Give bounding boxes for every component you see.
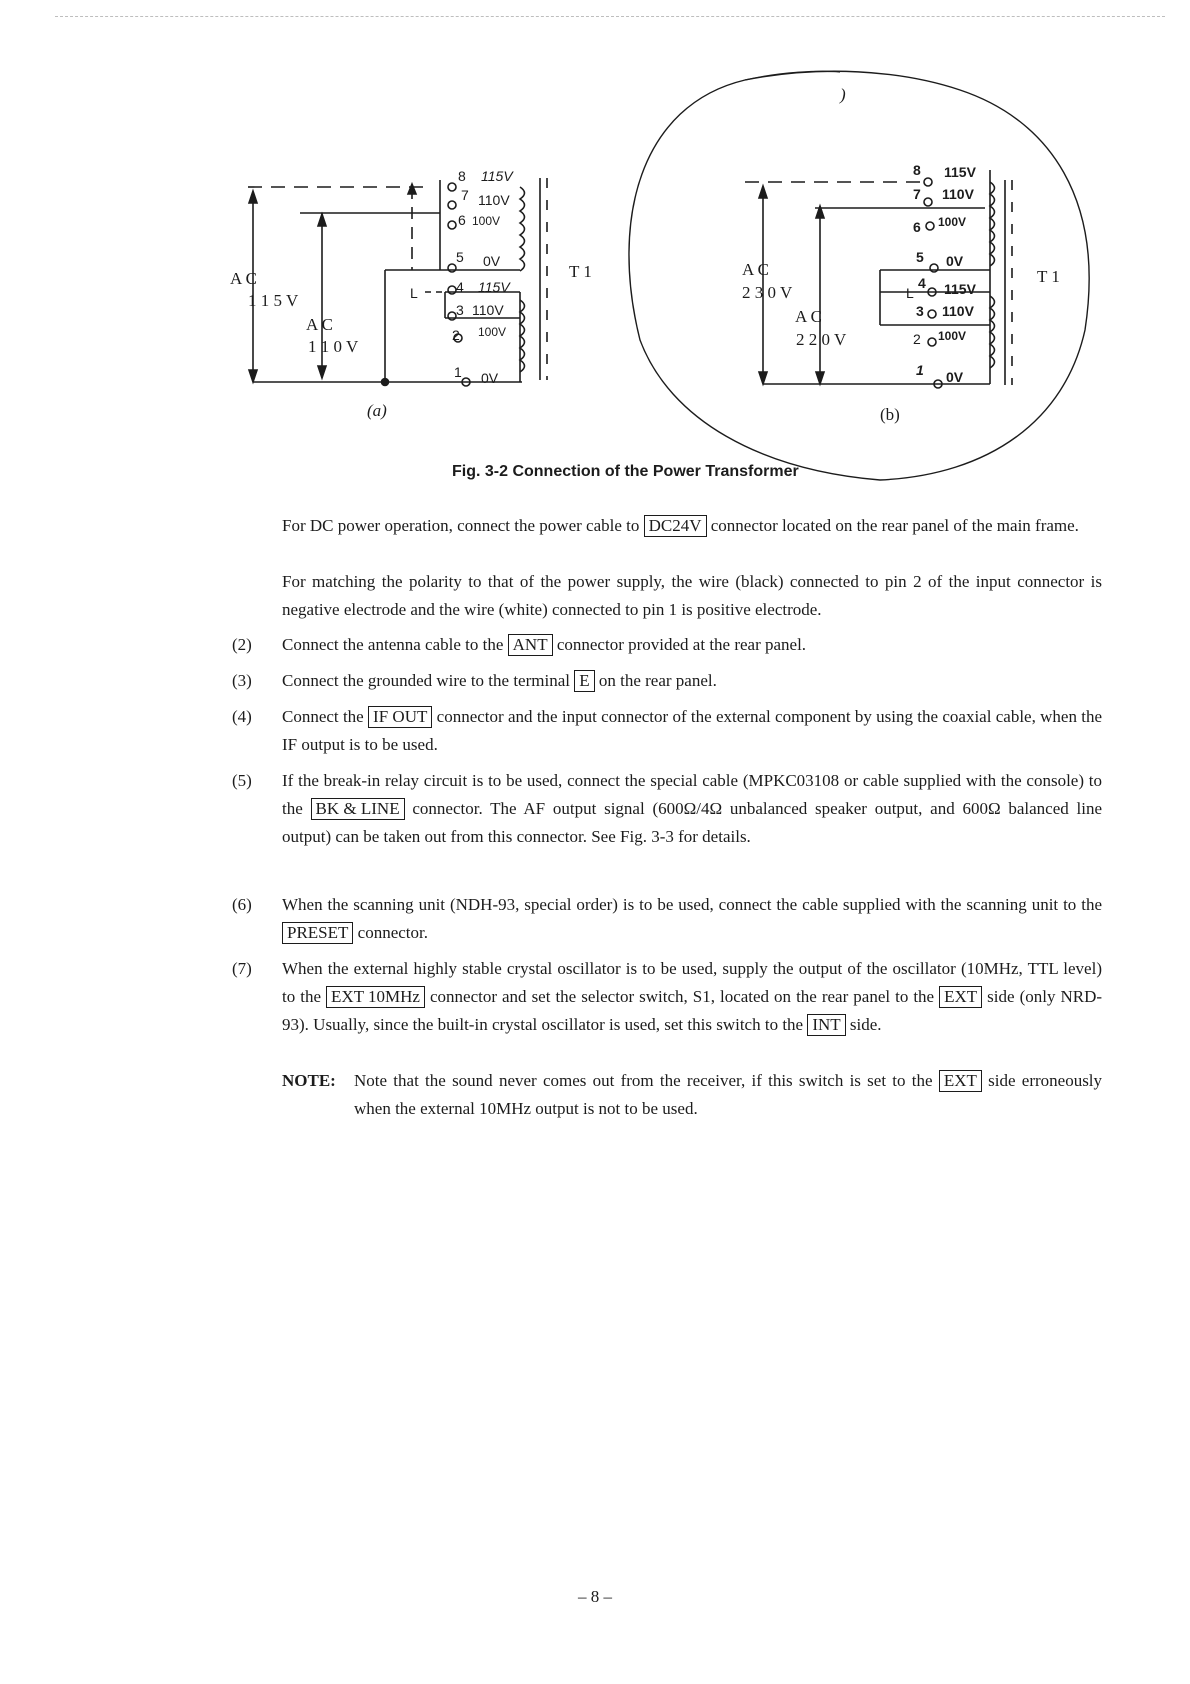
volt-left-3: 110V	[472, 302, 504, 318]
volt-left-5: 0V	[483, 253, 501, 269]
item-text-b: connector provided at the rear panel.	[556, 635, 807, 654]
pin-left-2: 2	[452, 327, 460, 343]
volt-right-7: 110V	[942, 186, 974, 202]
preset-connector-label: PRESET	[282, 922, 353, 944]
int-switch-label: INT	[807, 1014, 845, 1036]
list-item-7	[232, 955, 1102, 1039]
item-number: (2)	[232, 635, 252, 654]
volt-right-6: 100V	[938, 215, 967, 229]
pin-right-7: 7	[913, 186, 921, 202]
item-text-a: If the break-in relay circuit is to be used, connect the special cable (MPKC03108 or cable supplied with the console) to the	[282, 771, 1102, 818]
list-item-5	[232, 767, 1102, 851]
para-polarity: For matching the polarity to that of the power supply, the wire (black) connected to pin 2 of the input connector is negative electrode and the wire (white) connected to pin 1 is positive electrode.	[282, 572, 1102, 619]
item-number: (3)	[232, 671, 252, 690]
pin-left-3: 3	[456, 302, 464, 318]
volt-left-2: 100V	[478, 325, 507, 339]
volt-left-4: 115V	[478, 279, 510, 295]
t1-right: T 1	[1037, 267, 1060, 286]
volt-left-8: 115V	[481, 168, 513, 184]
pin-right-3: 3	[916, 303, 924, 319]
volt-left-6: 100V	[472, 214, 501, 228]
volt-right-4: 115V	[944, 281, 976, 297]
label-b: (b)	[880, 405, 900, 424]
pin-left-6: 6	[458, 212, 466, 228]
note-block	[282, 1067, 1102, 1123]
item-text-d: side.	[849, 1015, 882, 1034]
handwritten-mark: )	[840, 85, 846, 104]
item-number: (4)	[232, 707, 252, 726]
t1-left: T 1	[569, 262, 592, 281]
pin-right-1: 1	[916, 362, 924, 378]
volt-right-2: 100V	[938, 329, 967, 343]
volt-right-5: 0V	[946, 253, 964, 269]
note-ext-label: EXT	[939, 1070, 982, 1092]
ext-switch-label: EXT	[939, 986, 982, 1008]
list-item-3	[232, 667, 1102, 695]
volt-right-8: 115V	[944, 164, 976, 180]
figure-caption: Fig. 3-2 Connection of the Power Transformer	[452, 463, 799, 480]
ac-outer-left-1: A C	[230, 269, 257, 288]
pin-left-4: 4	[456, 279, 464, 295]
if-out-connector-label: IF OUT	[368, 706, 432, 728]
note-label: NOTE:	[282, 1071, 336, 1090]
page-number: – 8 –	[578, 1587, 612, 1606]
ext-10mhz-connector-label: EXT 10MHz	[326, 986, 425, 1008]
item-text-b: connector and the input connector of the external component by using the coaxial cable, when the IF output is to be used.	[282, 707, 1103, 754]
pin-left-7: 7	[461, 187, 469, 203]
item-number: (5)	[232, 771, 252, 790]
ac-outer-right-1: A C	[742, 260, 769, 279]
volt-right-1: 0V	[946, 369, 964, 385]
e-terminal-label: E	[574, 670, 594, 692]
volt-left-7: 110V	[478, 192, 510, 208]
pin-left-1: 1	[454, 364, 462, 380]
label-a: (a)	[367, 401, 387, 420]
pin-right-4: 4	[918, 275, 926, 291]
volt-right-3: 110V	[942, 303, 974, 319]
pin-right-6: 6	[913, 219, 921, 235]
item-text-a: When the external highly stable crystal oscillator is to be used, supply the output of the oscillator (10MHz, TTL level) to the	[282, 959, 1102, 1006]
note-text-b: side erroneously when the external 10MHz output is not to be used.	[354, 1071, 1103, 1118]
para-dc-power	[282, 512, 1102, 540]
item-text-b: connector.	[357, 923, 428, 942]
item-text-a: Connect the antenna cable to the	[282, 635, 504, 654]
hand-drawn-circle	[629, 71, 1089, 480]
pin-right-5: 5	[916, 249, 924, 265]
ant-connector-label: ANT	[508, 634, 553, 656]
transformer-figure	[0, 0, 1190, 500]
note-text-a: Note that the sound never comes out from the receiver, if this switch is set to the	[354, 1071, 933, 1090]
ac-outer-left-2: 1 1 5 V	[248, 291, 299, 310]
ac-inner-right-1: A C	[795, 307, 822, 326]
para-dc-power-b: connector located on the rear panel of the main frame.	[710, 516, 1079, 535]
tap-l-right: L	[906, 285, 914, 301]
volt-left-1: 0V	[481, 370, 499, 386]
dc24v-connector-label: DC24V	[644, 515, 707, 537]
pin-left-5: 5	[456, 249, 464, 265]
item-number: (7)	[232, 959, 252, 978]
item-text-b: on the rear panel.	[598, 671, 717, 690]
list-item-2	[232, 631, 1102, 659]
list-item-6	[232, 891, 1102, 947]
item-number: (6)	[232, 895, 252, 914]
item-text-a: Connect the grounded wire to the terminal	[282, 671, 570, 690]
pin-right-2: 2	[913, 331, 921, 347]
list-item-4	[232, 703, 1102, 759]
ac-inner-left-1: A C	[306, 315, 333, 334]
ac-inner-left-2: 1 1 0 V	[308, 337, 359, 356]
item-text-b: connector. The AF output signal (600Ω/4Ω unbalanced speaker output, and 600Ω balanced line output) can be taken out from this connector. See Fig. 3-3 for details.	[282, 799, 1103, 846]
item-text-a: Connect the	[282, 707, 364, 726]
para-dc-power-a: For DC power operation, connect the power cable to	[282, 516, 640, 535]
pin-right-8: 8	[913, 162, 921, 178]
pin-left-8: 8	[458, 168, 466, 184]
ac-outer-right-2: 2 3 0 V	[742, 283, 793, 302]
tap-l-left: L	[410, 285, 418, 301]
item-text-c: side (only NRD-93). Usually, since the built-in crystal oscillator is used, set this switch to the	[282, 987, 1103, 1034]
item-text-a: When the scanning unit (NDH-93, special order) is to be used, connect the cable supplied with the scanning unit to the	[282, 895, 1102, 914]
bk-line-connector-label: BK & LINE	[311, 798, 405, 820]
item-text-b: connector and set the selector switch, S1, located on the rear panel to the	[429, 987, 935, 1006]
ac-inner-right-2: 2 2 0 V	[796, 330, 847, 349]
